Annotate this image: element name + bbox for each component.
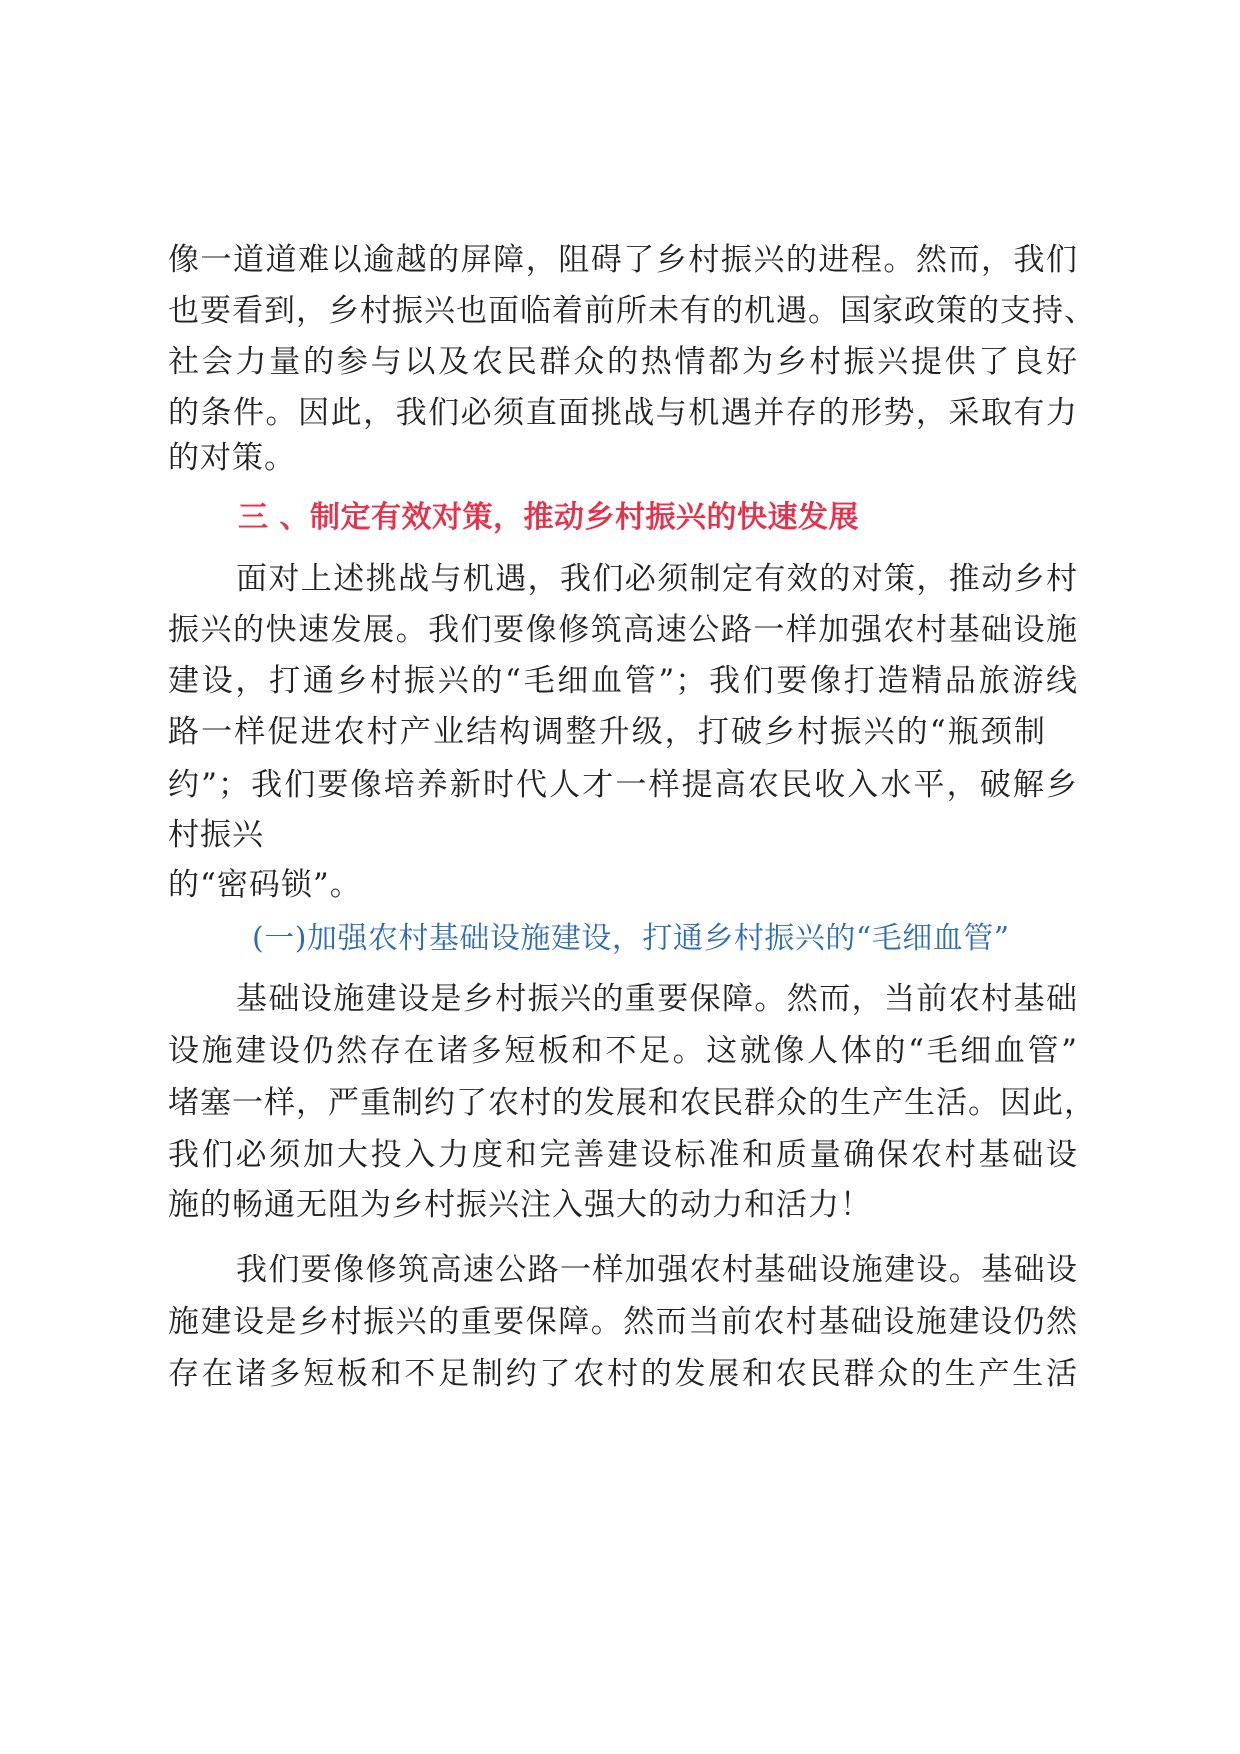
paragraph-3-line-1: 基础设施建设是乡村振兴的重要保障。然而，当前农村基础 — [236, 981, 1078, 1017]
paragraph-1-line-4: 的条件。因此，我们必须直面挑战与机遇并存的形势，采取有力 — [168, 395, 1078, 431]
paragraph-2-line-1: 面对上述挑战与机遇，我们必须制定有效的对策，推动乡村 — [236, 561, 1078, 597]
paragraph-2-line-7: 的“密码锁”。 — [168, 867, 362, 903]
paragraph-1-line-3: 社会力量的参与以及农民群众的热情都为乡村振兴提供了良好 — [168, 344, 1078, 380]
paragraph-4-line-3: 存在诸多短板和不足制约了农村的发展和农民群众的生产生活 — [168, 1356, 1078, 1392]
paragraph-3-line-2: 设施建设仍然存在诸多短板和不足。这就像人体的“毛细血管” — [168, 1033, 1078, 1069]
paragraph-2-line-2: 振兴的快速发展。我们要像修筑高速公路一样加强农村基础设施 — [168, 612, 1078, 648]
section-3-heading: 三 、制定有效对策，推动乡村振兴的快速发展 — [238, 500, 859, 535]
paragraph-3-line-5: 施的畅通无阻为乡村振兴注入强大的动力和活力！ — [168, 1187, 872, 1223]
paragraph-3-line-4: 我们必须加大投入力度和完善建设标准和质量确保农村基础设 — [168, 1137, 1078, 1173]
paragraph-2-line-6: 村振兴 — [168, 817, 264, 853]
paragraph-2-line-4: 路一样促进农村产业结构调整升级，打破乡村振兴的“瓶颈制 — [168, 714, 1046, 750]
paragraph-4-line-1: 我们要像修筑高速公路一样加强农村基础设施建设。基础设 — [236, 1252, 1078, 1288]
paragraph-1-line-1: 像一道道难以逾越的屏障，阻碍了乡村振兴的进程。然而，我们 — [168, 242, 1078, 278]
paragraph-1-line-2: 也要看到，乡村振兴也面临着前所未有的机遇。国家政策的支持、 — [168, 293, 1096, 329]
paragraph-2-line-3: 建设，打通乡村振兴的“毛细血管”；我们要像打造精品旅游线 — [168, 663, 1078, 699]
subsection-1-heading: (一)加强农村基础设施建设，打通乡村振兴的“毛细血管” — [252, 921, 1010, 956]
paragraph-4-line-2: 施建设是乡村振兴的重要保障。然而当前农村基础设施建设仍然 — [168, 1304, 1078, 1340]
paragraph-1-line-5: 的对策。 — [168, 440, 296, 476]
paragraph-3-line-3: 堵塞一样，严重制约了农村的发展和农民群众的生产生活。因此， — [168, 1085, 1096, 1121]
paragraph-2-line-5: 约”；我们要像培养新时代人才一样提高农民收入水平，破解乡 — [168, 767, 1078, 803]
